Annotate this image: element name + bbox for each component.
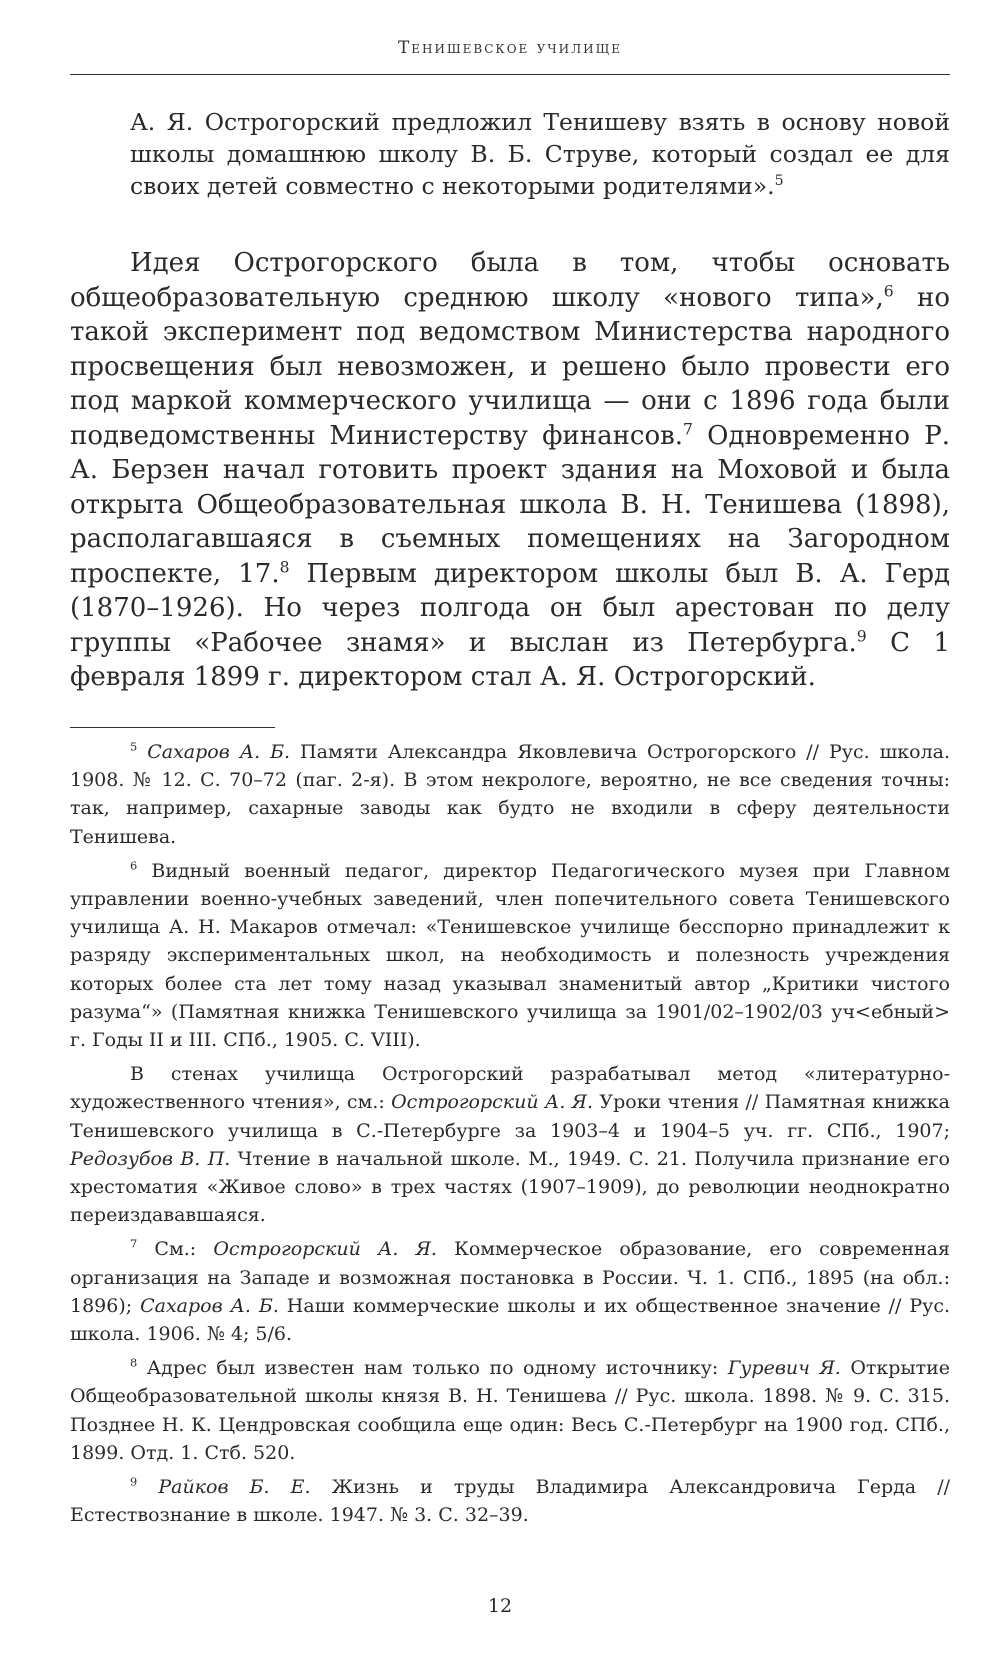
- footnote-text: Наши коммерческие школы и их общественное значение // Рус. школа. 1906. № 4; 5/6.: [70, 1294, 951, 1346]
- footnote-num: 6: [130, 858, 138, 873]
- footnote-author: Сахаров А. Б.: [147, 741, 291, 763]
- footnote-author: Райков Б. Е.: [158, 1476, 311, 1499]
- footnote-6: [70, 857, 950, 1054]
- footnote-num: 8: [130, 1355, 138, 1370]
- footnote-num: 5: [130, 739, 138, 754]
- footnote-text: В стенах училища Острогорский разрабатывал метод «литературно-художественного чтения», см.:: [70, 1063, 950, 1114]
- footnote-ref-7[interactable]: 7: [683, 419, 693, 438]
- block-quote: [130, 106, 950, 202]
- footnote-text: Коммерческое образование, его современная организация на Западе и возможная постановка в России. Ч. 1. СПб., 1895 (на обл.: 1896);: [70, 1238, 950, 1317]
- footnote-author: Острогорский А. Я.: [391, 1091, 594, 1114]
- footnote-author: Сахаров А. Б.: [140, 1294, 279, 1317]
- footnote-text: Открытие Общеобразовательной школы князя В. Н. Тенишева // Рус. школа. 1898. № 9. С. 315. Позднее Н. К. Цендровская сообщила еще один: Весь С.-Петербург на 1900 год. СПб., 1899. Отд. 1. Стб. 520.: [70, 1357, 950, 1464]
- footnote-7: [70, 1235, 950, 1348]
- footnote-text: Уроки чтения // Памятная книжка Тенишевского училища в С.-Петербурге за 1903–4 и 1904–5 уч. гг. СПб., 1907;: [70, 1091, 950, 1142]
- footnote-9: [70, 1473, 950, 1529]
- running-header: Тенишевское училище: [397, 38, 623, 58]
- footnote-ref-9[interactable]: 9: [856, 626, 867, 645]
- para-text-3: Одновременно Р. А. Берзен начал готовить проект здания на Моховой и была открыта Общеобразовательная школа В. Н. Тенишева (1898), располагавшаяся в съемных помещениях на Загородном проспекте, 17.: [70, 420, 950, 589]
- footnote-text: Чтение в начальной школе. М., 1949. С. 21. Получила признание его хрестоматия «Живое слово» в трех частях (1907–1909), до революции неоднократно переиздававшаяся.: [70, 1147, 950, 1227]
- footnote-text: Адрес был известен нам только по одному источнику:: [137, 1357, 728, 1380]
- para-text-1: Идея Острогорского была в том, чтобы основать общеобразовательную среднюю школу «нового типа»,: [70, 248, 950, 313]
- para-text-2: но такой эксперимент под ведомством Министерства народного просвещения был невозможен, и решено было провести его под маркой коммерческого училища — они с 1896 года были подведомственны Министерству финансов.: [70, 282, 950, 451]
- footnote-ref-5[interactable]: 5: [774, 173, 784, 190]
- footnote-text: Жизнь и труды Владимира Александровича Герда // Естествознание в школе. 1947. № 3. С. 32–39.: [70, 1476, 951, 1527]
- footnote-text: Видный военный педагог, директор Педагогического музея при Главном управлении военно-учебных заведений, член попечительного совета Тенишевского училища А. Н. Макаров отмечал: «Тенишевское училище бесспорно принадлежит к разряду экспериментальных школ, на необходимость и полезность учреждения которых более ста лет тому назад указывал знаменитый автор „Критики чистого разума“» (Памятная книжка Тенишевского училища за 1901/02–1902/03 уч<ебный> г. Годы II и III. СПб., 1905. С. VIII).: [70, 859, 950, 1052]
- footnote-num: 7: [130, 1237, 138, 1252]
- footnotes: [70, 738, 950, 1535]
- footnote-ref-6[interactable]: 6: [883, 281, 894, 300]
- footnote-6-continued: [70, 1060, 950, 1229]
- para-text-4: Первым директором школы был В. А. Герд (1870–1926). Но через полгода он был арестован по делу группы «Рабочее знамя» и выслан из Петербурга.: [70, 558, 950, 658]
- header-rule: [70, 74, 950, 75]
- main-paragraph: [70, 246, 950, 695]
- footnote-num: 9: [130, 1474, 138, 1489]
- footnote-ref-8[interactable]: 8: [279, 557, 290, 576]
- footnote-8: [70, 1354, 950, 1467]
- page-number: 12: [487, 1595, 513, 1617]
- footnote-author: Острогорский А. Я.: [213, 1238, 437, 1261]
- footnote-author: Гуревич Я.: [727, 1357, 841, 1380]
- para-text-5: С 1 февраля 1899 г. директором стал А. Я. Острогорский.: [70, 627, 950, 692]
- quote-text: А. Я. Острогорский предложил Тенишеву взять в основу новой школы домашнюю школу В. Б. Струве, который создал ее для своих детей совместно с некоторыми родителями».: [130, 108, 950, 200]
- footnote-text: Памяти Александра Яковлевича Острогорского // Рус. школа. 1908. № 12. С. 70–72 (паг. 2-я). В этом некрологе, вероятно, не все сведения точны: так, например, сахарные заводы как будто не входили в сферу деятельности Тенишева.: [70, 741, 951, 848]
- footnote-5: [70, 738, 950, 851]
- footnote-text: См.:: [137, 1238, 214, 1261]
- footnote-author: Редозубов В. П.: [70, 1147, 231, 1170]
- footnote-rule: [70, 727, 275, 728]
